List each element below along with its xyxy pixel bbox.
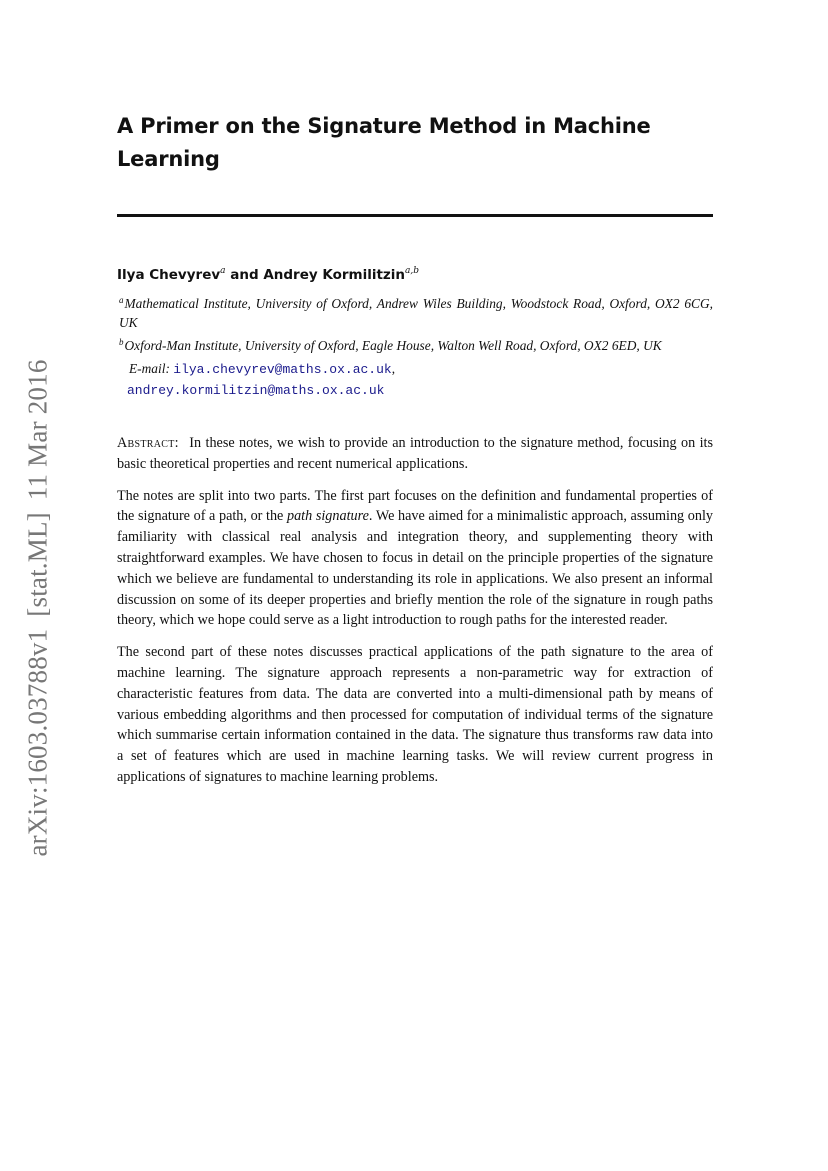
email-line — [119, 380, 713, 400]
email-link[interactable]: ilya.chevyrev@maths.ox.ac.uk — [173, 362, 392, 377]
author-affil-mark: a — [220, 266, 226, 276]
affiliation-text: Oxford-Man Institute, University of Oxford, Eagle House, Walton Well Road, Oxford, OX2 6ED, UK — [124, 338, 662, 353]
affiliation-text: Mathematical Institute, University of Oxford, Andrew Wiles Building, Woodstock Road, Oxford, OX2 6CG, UK — [119, 296, 713, 330]
affiliation-mark: a — [119, 295, 124, 305]
abstract-paragraph — [117, 486, 713, 632]
email-line: E-mail: ilya.chevyrev@maths.ox.ac.uk, — [129, 361, 396, 377]
email-link[interactable]: andrey.kormilitzin@maths.ox.ac.uk — [127, 383, 385, 398]
abstract-text: In these notes, we wish to provide an introduction to the signature method, focusing on its basic theoretical properties and recent numerical applications. — [117, 435, 713, 472]
abstract-label: Abstract: — [117, 435, 179, 451]
author-line — [117, 266, 713, 284]
abstract-text: The notes are split into two parts. The first part focuses on the definition and fundamental properties of the signature of a path, or the — [117, 487, 713, 525]
arxiv-id: arXiv:1603.03788v1 — [22, 628, 53, 857]
arxiv-stamp — [23, 359, 54, 856]
arxiv-category: [stat.ML] — [22, 512, 53, 617]
author-name: Andrey Kormilitzin — [263, 267, 406, 283]
affiliation-item — [119, 336, 713, 355]
email-label: E-mail: — [129, 361, 170, 376]
author-affil-mark: a,b — [405, 266, 420, 276]
abstract-text: The second part of these notes discusses practical applications of the path signature to the area of machine learning. The signature approach represents a non-parametric way for extraction of characteristic features from data. The data are converted into a multi-dimensional path by means of various embedding algorithms and then processed for computation of individual terms of the signature which summarise certain information contained in the data. The signature thus transforms raw data into a set of features which are used in machine learning tasks. We will review current progress in applications of signatures to machine learning problems. — [117, 644, 713, 785]
affiliations — [117, 294, 713, 400]
arxiv-date: 11 Mar 2016 — [22, 359, 53, 501]
abstract — [117, 433, 713, 788]
abstract-paragraph — [117, 642, 713, 788]
paper-title: A Primer on the Signature Method in Machine Learning — [117, 114, 651, 171]
affiliation-mark: b — [119, 337, 124, 347]
paper-content — [117, 110, 713, 799]
author-connector: and — [230, 267, 259, 283]
abstract-paragraph — [117, 433, 713, 475]
emphasized-term: path signature — [286, 508, 369, 525]
abstract-text: . We have aimed for a minimalistic approach, assuming only familiarity with classical real analysis and integration theory, and supplementing theory with straightforward examples. We have chosen to focus in detail on the principle properties of the signature which we believe are fundamental to understanding its role in applications. We also present an informal discussion on some of its deeper properties and briefly mention the role of the signature in rough paths theory, which we hope could serve as a light introduction to rough paths for the interested reader. — [117, 508, 714, 629]
title-divider — [117, 214, 713, 217]
affiliation-item — [119, 294, 713, 332]
author-name: Ilya Chevyrev — [117, 267, 221, 283]
